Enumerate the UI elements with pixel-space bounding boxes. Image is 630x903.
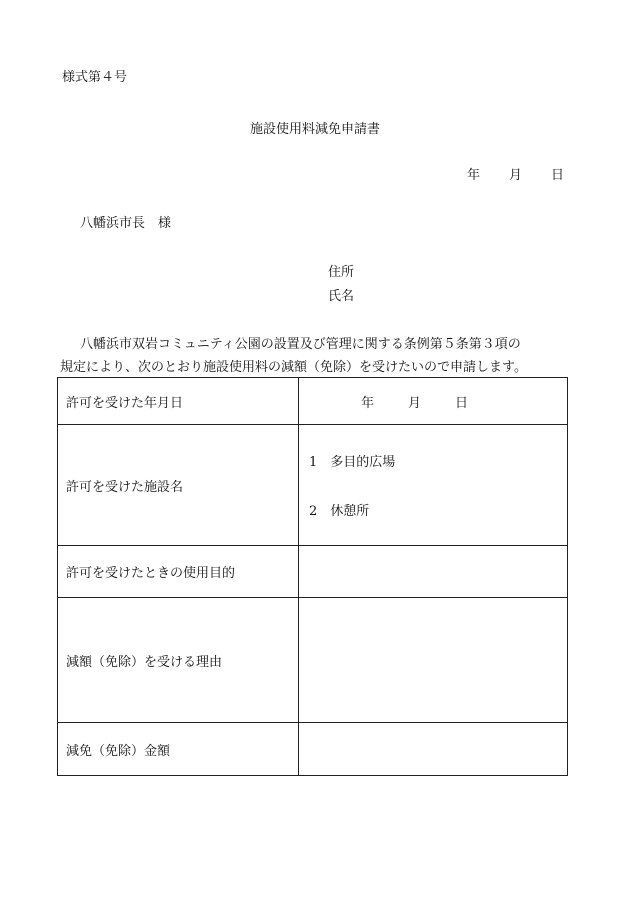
date-month: 月 (509, 168, 523, 183)
facility-name-label: 許可を受けた施設名 (58, 425, 299, 546)
permit-date-year: 年 (361, 395, 375, 411)
reduction-amount-label: 減免（免除）金額 (58, 723, 299, 776)
table-row (58, 378, 568, 425)
application-statement (60, 333, 580, 379)
facility-option-number: 1 (309, 455, 318, 470)
reduction-reason-label: 減額（免除）を受ける理由 (58, 598, 299, 723)
document-title: 施設使用料減免申請書 (249, 122, 380, 137)
addressee: 八幡浜市長 様 (80, 216, 172, 231)
date-year: 年 (467, 168, 481, 183)
application-form-table (57, 377, 568, 776)
permit-date-field[interactable] (299, 378, 568, 425)
table-row (58, 723, 568, 776)
facility-options[interactable] (299, 425, 568, 546)
facility-option-2[interactable] (307, 500, 567, 519)
reduction-reason-field[interactable] (299, 598, 568, 723)
facility-option-number: 2 (309, 504, 318, 519)
permit-date-label: 許可を受けた年月日 (58, 378, 299, 425)
permit-date-month: 月 (408, 395, 422, 411)
permit-date-day: 日 (455, 395, 469, 411)
usage-purpose-field[interactable] (299, 546, 568, 598)
table-row (58, 425, 568, 546)
form-number: 様式第４号 (62, 70, 128, 85)
reduction-amount-field[interactable] (299, 723, 568, 776)
statement-line-2: 規定により、次のとおり施設使用料の減額（免除）を受けたいので申請します。 (60, 360, 527, 375)
date-day: 日 (551, 168, 565, 183)
table-row (58, 546, 568, 598)
facility-option-name: 休憩所 (330, 504, 370, 519)
usage-purpose-label: 許可を受けたときの使用目的 (58, 546, 299, 598)
facility-option-name: 多目的広場 (330, 455, 396, 470)
table-row (58, 598, 568, 723)
facility-option-1[interactable] (307, 451, 567, 470)
application-date (467, 164, 564, 183)
applicant-name-label: 氏名 (328, 289, 355, 304)
applicant-address-label: 住所 (328, 265, 355, 280)
statement-line-1: 八幡浜市双岩コミュニティ公園の設置及び管理に関する条例第５条第３項の (80, 337, 521, 352)
